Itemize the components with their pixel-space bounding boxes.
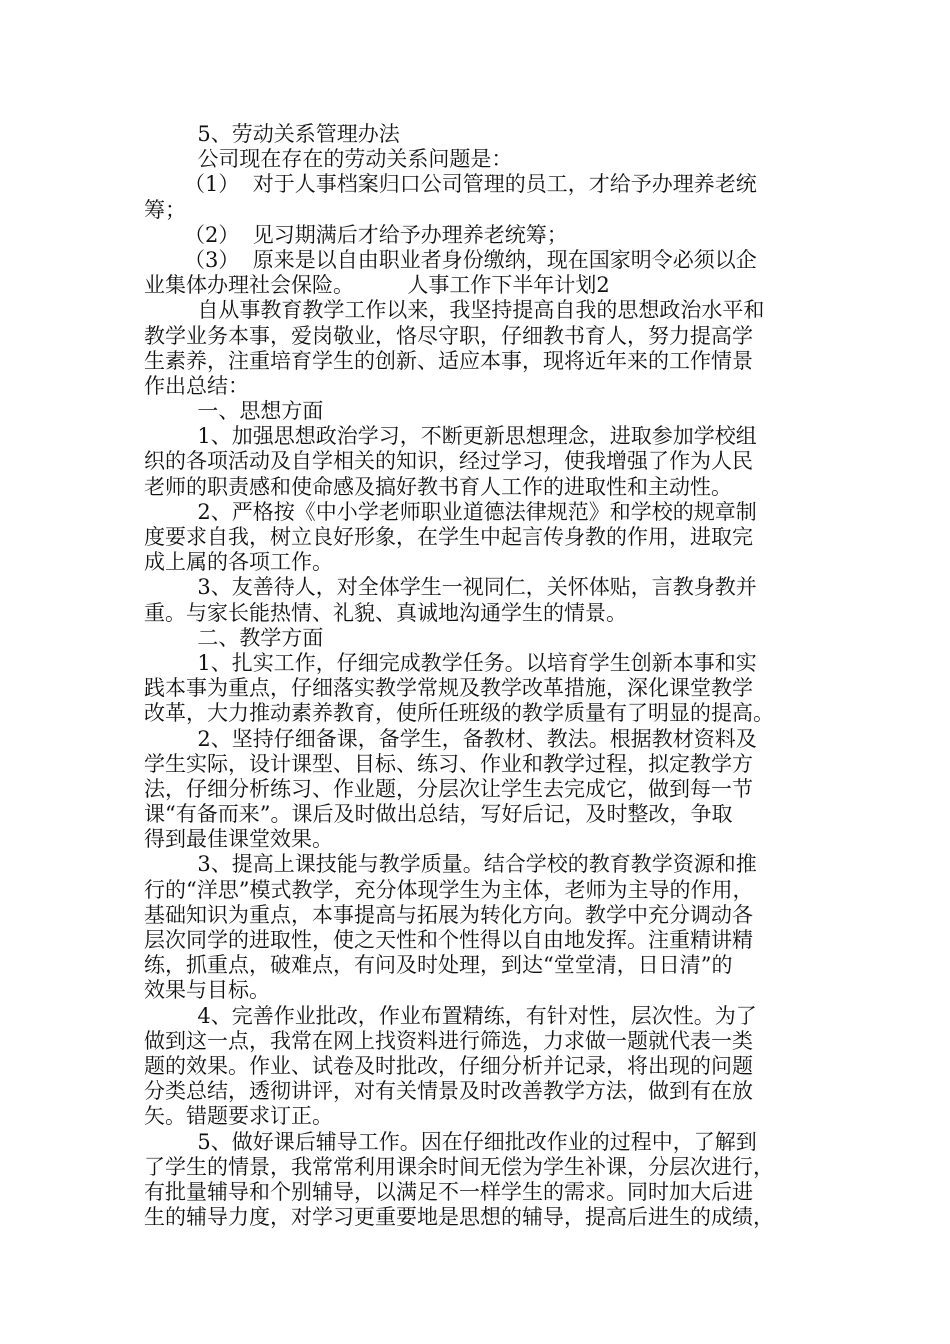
text-line: 得到最佳课堂效果。	[144, 827, 333, 852]
text-line: 业集体办理社会保险。 人事工作下半年计划2	[144, 273, 610, 298]
text-line: 二、教学方面	[144, 625, 324, 650]
text-line: 公司现在存在的劳动关系问题是：	[144, 147, 513, 172]
text-line: 筹；	[144, 197, 186, 222]
text-line: 践本事为重点，仔细落实教学常规及教学改革措施，深化课堂教学	[144, 676, 753, 701]
text-line: 2、坚持仔细备课，备学生，备教材、教法。根据教材资料及	[144, 726, 757, 751]
document-body	[144, 122, 808, 1230]
text-line: 了学生的情景，我常常利用课余时间无偿为学生补课，分层次进行，	[144, 1154, 774, 1179]
text-line: 作出总结：	[144, 373, 249, 398]
text-line: 成上属的各项工作。	[144, 550, 333, 575]
text-line: 学生实际，设计课型、目标、练习、作业和教学过程，拟定教学方	[144, 751, 753, 776]
text-line: 矢。错题要求订正。	[144, 1104, 333, 1129]
text-line: 3、友善待人，对全体学生一视同仁，关怀体贴，言教身教并	[144, 575, 757, 600]
text-line: 效果与目标。	[144, 978, 270, 1003]
text-line: （1） 对于人事档案归口公司管理的员工，才给予办理养老统	[144, 172, 757, 197]
text-line: 5、做好课后辅导工作。因在仔细批改作业的过程中，了解到	[144, 1129, 757, 1154]
text-line: 分类总结，透彻讲评，对有关情景及时改善教学方法，做到有在放	[144, 1079, 753, 1104]
text-line: 题的效果。作业、试卷及时批改，仔细分析并记录，将出现的问题	[144, 1053, 753, 1078]
text-line: 行的“洋思”模式教学，充分体现学生为主体，老师为主导的作用，	[144, 877, 754, 902]
text-line: 层次同学的进取性，使之天性和个性得以自由地发挥。注重精讲精	[144, 928, 753, 952]
text-line: 课“有备而来”。课后及时做出总结，写好后记，及时整改，争取	[144, 802, 733, 827]
text-line: 1、扎实工作，仔细完成教学任务。以培育学生创新本事和实	[144, 650, 757, 675]
text-line: （2） 见习期满后才给予办理养老统筹；	[144, 222, 568, 247]
text-line: 度要求自我，树立良好形象，在学生中起言传身教的作用，进取完	[144, 525, 753, 549]
text-line: 2、严格按《中小学老师职业道德法律规范》和学校的规章制	[144, 499, 757, 524]
text-line: 有批量辅导和个别辅导，以满足不一样学生的需求。同时加大后进	[144, 1179, 753, 1204]
text-line: 3、提高上课技能与教学质量。结合学校的教育教学资源和推	[144, 852, 757, 877]
text-line: 法，仔细分析练习、作业题，分层次让学生去完成它，做到每一节	[144, 776, 753, 801]
text-line: 自从事教育教学工作以来，我坚持提高自我的思想政治水平和	[144, 298, 765, 323]
text-line: 基础知识为重点，本事提高与拓展为转化方向。教学中充分调动各	[144, 902, 753, 927]
text-line: 改革，大力推动素养教育，使所任班级的教学质量有了明显的提高。	[144, 701, 774, 726]
text-line: 1、加强思想政治学习，不断更新思想理念，进取参加学校组	[144, 424, 757, 449]
text-line: 织的各项活动及自学相关的知识，经过学习，使我增强了作为人民	[144, 449, 753, 474]
text-line: 一、思想方面	[144, 399, 324, 424]
text-line: 生的辅导力度，对学习更重要地是思想的辅导，提高后进生的成绩，	[144, 1205, 774, 1230]
text-line: 老师的职责感和使命感及搞好教书育人工作的进取性和主动性。	[144, 474, 732, 499]
text-line: 练，抓重点，破难点，有问及时处理，到达“堂堂清，日日清”的	[144, 953, 733, 978]
text-line: 做到这一点，我常在网上找资料进行筛选，力求做一题就代表一类	[144, 1028, 753, 1053]
text-line: 5、劳动关系管理办法	[144, 122, 400, 146]
text-line: （3） 原来是以自由职业者身份缴纳，现在国家明令必须以企	[144, 247, 757, 272]
text-line: 教学业务本事，爱岗敬业，恪尽守职，仔细教书育人，努力提高学	[144, 323, 753, 348]
text-line: 4、完善作业批改，作业布置精练，有针对性，层次性。为了	[144, 1003, 757, 1028]
text-line: 重。与家长能热情、礼貌、真诚地沟通学生的情景。	[144, 600, 627, 625]
text-line: 生素养，注重培育学生的创新、适应本事，现将近年来的工作情景	[144, 348, 753, 373]
